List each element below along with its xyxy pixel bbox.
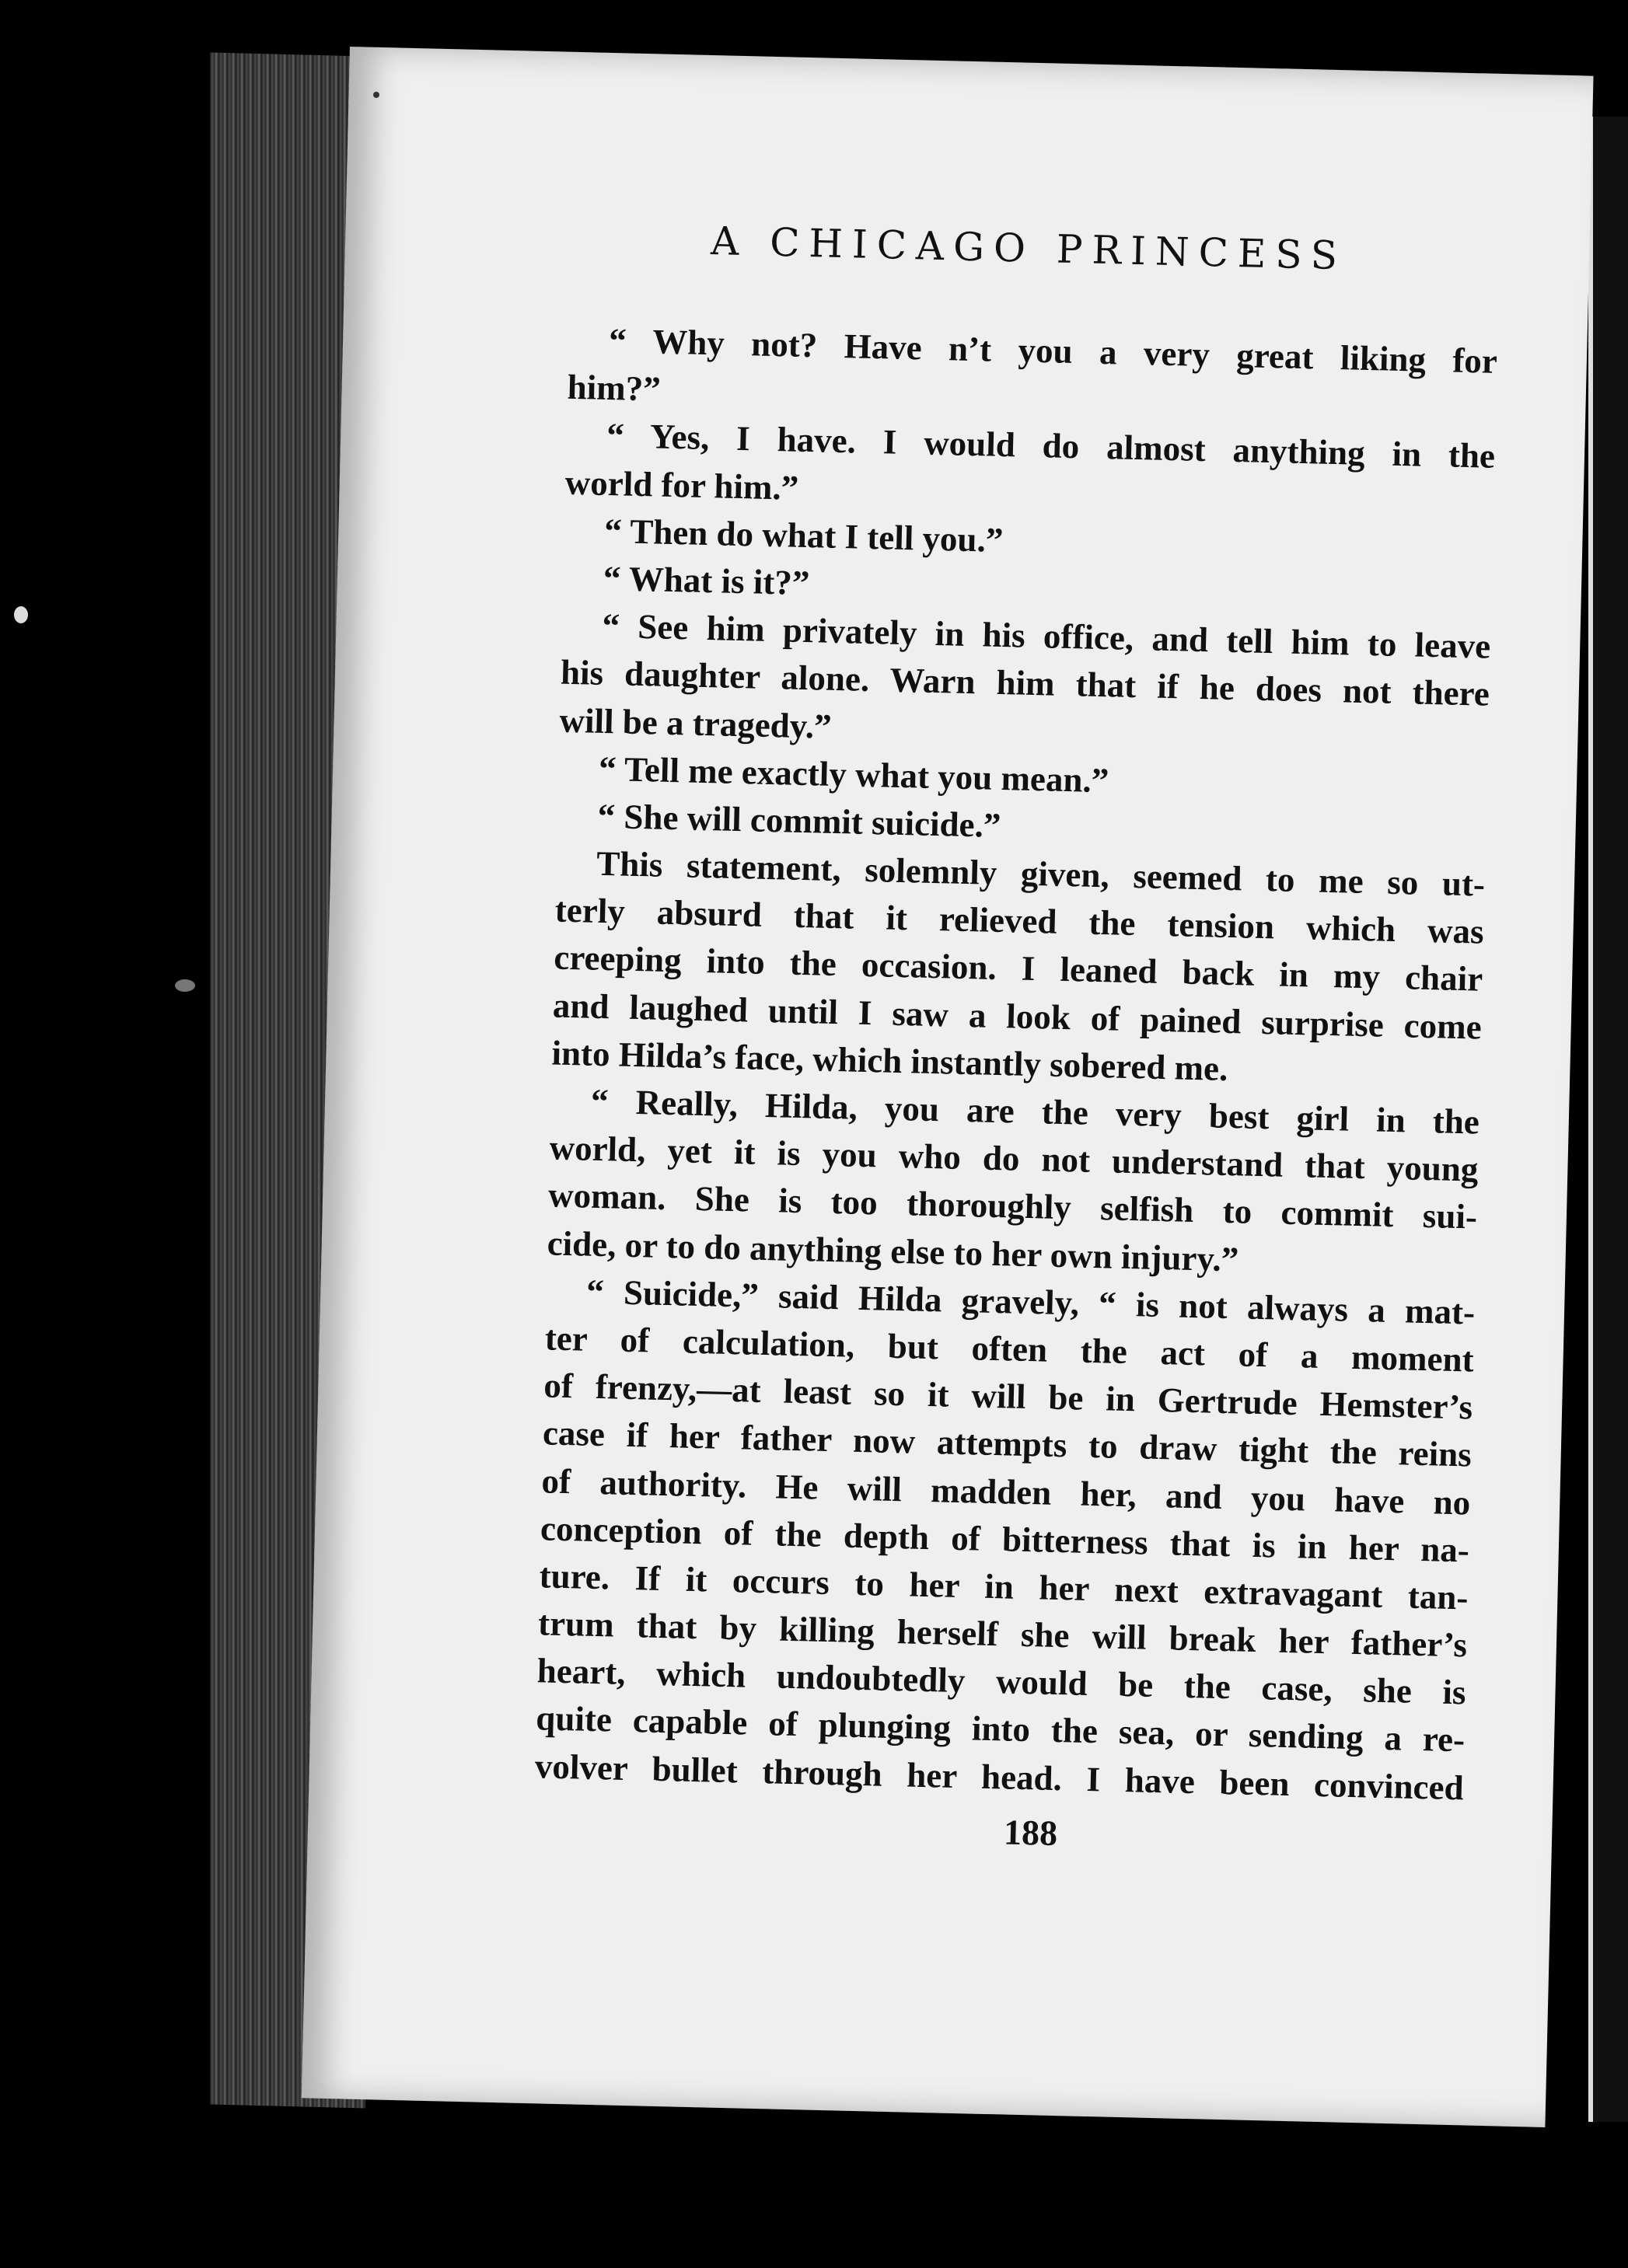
dust-speck xyxy=(14,606,28,623)
text-line: his daughter alone. Warn him that if he does not there xyxy=(560,652,1490,714)
text-line: “ Really, Hilda, you are the very best girl in the xyxy=(590,1081,1480,1142)
text-line: “ Yes, I have. I would do almost anything in the xyxy=(606,416,1496,476)
text-line: “ She will commit suicide.” xyxy=(597,796,1001,845)
text-line: world for him.” xyxy=(564,462,799,508)
text-line: ter of calculation, but often the act of a moment xyxy=(544,1318,1475,1380)
text-line: cide, or to do anything else to her own injury.” xyxy=(547,1223,1239,1279)
text-line: quite capable of plunging into the sea, or sending a re- xyxy=(535,1698,1466,1760)
dust-speck xyxy=(373,92,379,98)
facing-page-edge xyxy=(1588,117,1628,2122)
text-line: of authority. He will madden her, and you have no xyxy=(541,1460,1471,1522)
book-page xyxy=(302,47,1594,2127)
text-line: and laughed until I saw a look of pained surprise come xyxy=(552,986,1483,1047)
page-number: 188 xyxy=(1003,1812,1058,1854)
text-line: This statement, solemnly given, seemed to me so ut- xyxy=(596,843,1486,904)
text-line: world, yet it is you who do not understand that young xyxy=(549,1128,1479,1189)
body-text xyxy=(534,316,1497,1812)
text-line: him?” xyxy=(567,367,662,409)
text-line: conception of the depth of bitterness that is in her na- xyxy=(540,1508,1470,1570)
text-line: of frenzy,—at least so it will be in Gertrude Hemster’s xyxy=(543,1366,1473,1427)
text-line: woman. She is too thoroughly selfish to commit sui- xyxy=(547,1175,1478,1237)
dust-speck xyxy=(175,979,195,992)
text-line: heart, which undoubtedly would be the case, she is xyxy=(536,1651,1467,1712)
text-line: trum that by killing herself she will break her father’s xyxy=(537,1603,1468,1665)
text-line: volver bullet through her head. I have been convinced xyxy=(534,1746,1465,1807)
text-line: “ Suicide,” said Hilda gravely, “ is not always a mat- xyxy=(585,1272,1476,1332)
text-line: creeping into the occasion. I leaned back in my chair xyxy=(553,937,1483,1000)
text-line: “ What is it?” xyxy=(603,558,810,603)
text-line: “ See him privately in his office, and tell him to leave xyxy=(601,605,1491,666)
text-line: “ Then do what I tell you.” xyxy=(603,511,1004,560)
running-head: A CHICAGO PRINCESS xyxy=(710,218,1347,279)
text-line: will be a tragedy.” xyxy=(559,700,833,746)
text-line: case if her father now attempts to draw tight the reins xyxy=(542,1413,1473,1474)
text-line: “ Tell me exactly what you mean.” xyxy=(598,748,1109,800)
text-line: into Hilda’s face, which instantly sobered me. xyxy=(550,1033,1228,1088)
text-line: ture. If it occurs to her in her next extravagant tan- xyxy=(539,1556,1469,1617)
text-line: “ Why not? Have n’t you a very great liking for xyxy=(608,320,1498,381)
text-line: terly absurd that it relieved the tension which was xyxy=(554,890,1485,951)
